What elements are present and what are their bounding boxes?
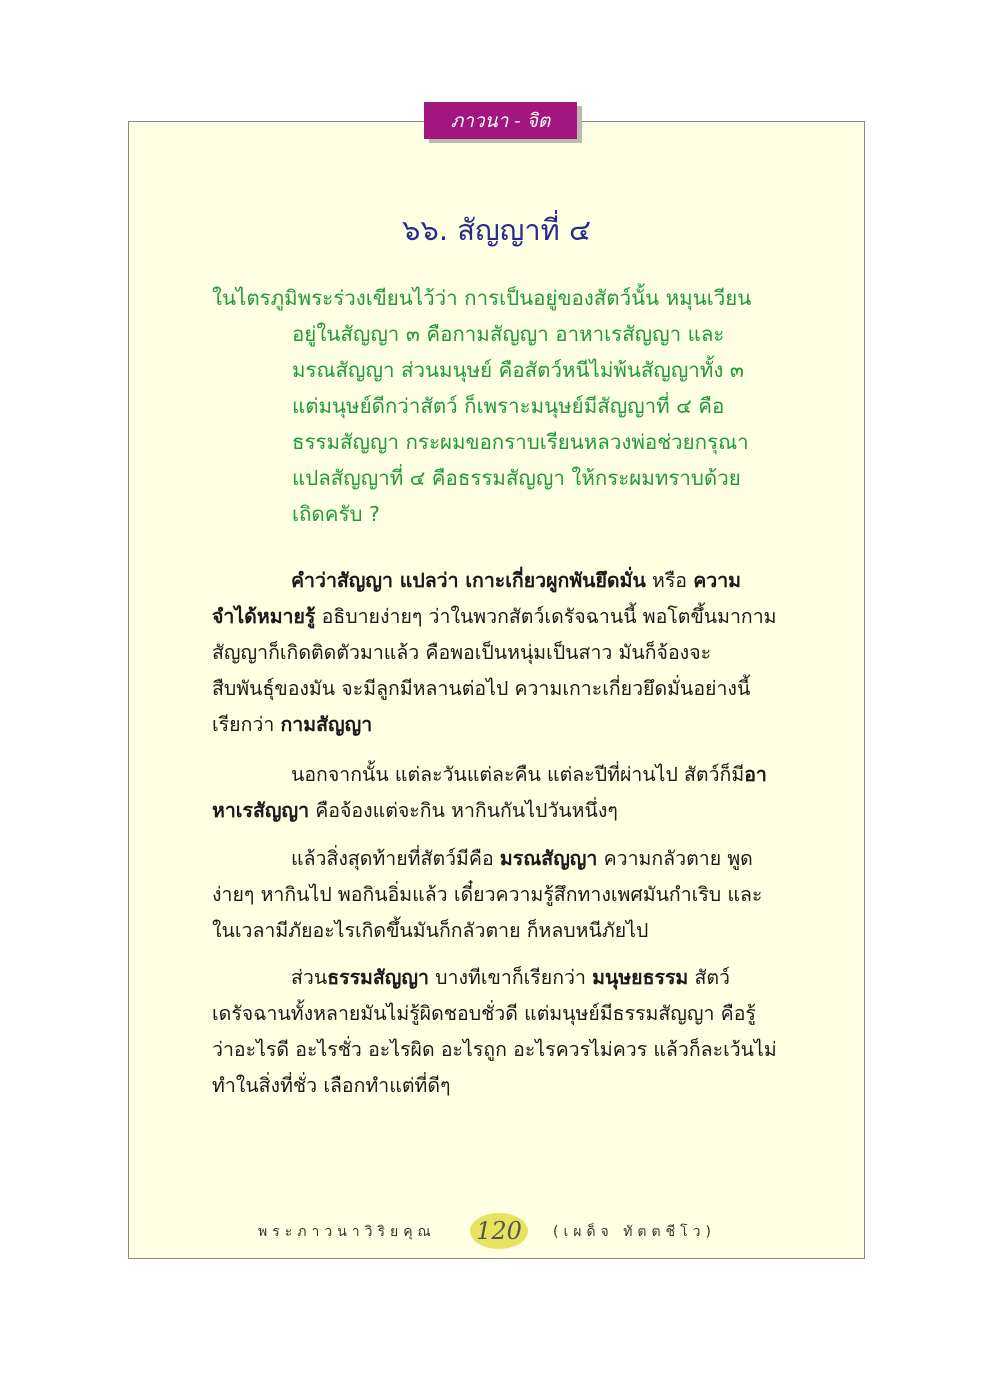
- paragraph-line: ในเวลามีภัยอะไรเกิดขึ้นมันก็กลัวตาย ก็หลบหนีภัยไป: [212, 919, 649, 942]
- text-span: คือจ้องแต่จะกิน หากินกันไปวันหนึ่งๆ: [309, 799, 618, 822]
- paragraph-line: สืบพันธุ์ของมัน จะมีลูกมีหลานต่อไป ความเกาะเกี่ยวยึดมั่นอย่างนี้: [212, 677, 751, 700]
- paragraph-line: [291, 563, 741, 599]
- text-span: หรือ: [645, 569, 694, 592]
- question-line: มรณสัญญา ส่วนมนุษย์ คือสัตว์หนีไม่พ้นสัญญาทั้ง ๓: [292, 358, 744, 382]
- text-span: อธิบายง่ายๆ ว่าในพวกสัตว์เดรัจฉานนี้ พอโตขึ้นมากาม: [315, 605, 777, 628]
- paragraph-line: [291, 757, 767, 793]
- question-line: ในไตรภูมิพระร่วงเขียนไว้ว่า การเป็นอยู่ของสัตว์นั้น หมุนเวียน: [212, 286, 752, 310]
- paragraph-line: สัญญาก็เกิดติดตัวมาแล้ว คือพอเป็นหนุ่มเป็นสาว มันก็จ้องจะ: [212, 641, 712, 664]
- text-span: ส่วน: [291, 966, 328, 989]
- question-line: อยู่ในสัญญา ๓ คือกามสัญญา อาหาเรสัญญา และ: [292, 322, 725, 346]
- bold-term: จำได้หมายรู้: [212, 605, 316, 628]
- paragraph-line: [212, 793, 618, 829]
- paragraph-line: ง่ายๆ หากินไป พอกินอิ่มแล้ว เดี๋ยวความรู้สึกทางเพศมันกำเริบ และ: [212, 883, 763, 906]
- footer-author: (เผด็จ ทัตตชีโว): [553, 1224, 716, 1240]
- paragraph-line: [291, 841, 753, 877]
- section-tab: ภาวนา - จิต: [424, 102, 577, 139]
- text-span: ความกลัวตาย พูด: [597, 847, 753, 870]
- question-line: แต่มนุษย์ดีกว่าสัตว์ ก็เพราะมนุษย์มีสัญญาที่ ๔ คือ: [292, 394, 725, 418]
- bold-term: มรณสัญญา: [499, 847, 598, 870]
- bold-term: คำว่าสัญญา แปลว่า เกาะเกี่ยวผูกพันยึดมั่น: [291, 569, 646, 592]
- text-span: แล้วสิ่งสุดท้ายที่สัตว์มีคือ: [291, 847, 500, 870]
- bold-term: หาเรสัญญา: [212, 799, 310, 822]
- bold-term: อา: [744, 763, 767, 786]
- bold-term: กามสัญญา: [280, 713, 373, 736]
- paragraph-line: [212, 707, 372, 743]
- question-line: แปลสัญญาที่ ๔ คือธรรมสัญญา ให้กระผมทราบด้วย: [292, 466, 741, 490]
- text-span: สัตว์: [688, 966, 730, 989]
- paragraph-line: ทำในสิ่งที่ชั่ว เลือกทำแต่ที่ดีๆ: [212, 1074, 451, 1097]
- footer-book-title: พระภาวนาวิริยคุณ: [258, 1224, 436, 1240]
- text-span: นอกจากนั้น แต่ละวันแต่ละคืน แต่ละปีที่ผ่านไป สัตว์ก็มี: [291, 763, 745, 786]
- paragraph-line: [291, 960, 730, 996]
- question-line: ธรรมสัญญา กระผมขอกราบเรียนหลวงพ่อช่วยกรุณา: [292, 430, 749, 454]
- paragraph-line: [212, 599, 777, 635]
- chapter-title: ๖๖. สัญญาที่ ๔: [402, 213, 591, 247]
- paragraph-line: เดรัจฉานทั้งหลายมันไม่รู้ผิดชอบชั่วดี แต่มนุษย์มีธรรมสัญญา คือรู้: [212, 1002, 756, 1025]
- text-span: เรียกว่า: [212, 713, 281, 736]
- bold-term: มนุษยธรรม: [592, 966, 689, 989]
- bold-term: ธรรมสัญญา: [327, 966, 429, 989]
- bold-term: ความ: [693, 569, 742, 592]
- text-span: บางทีเขาก็เรียกว่า: [428, 966, 593, 989]
- page-number-badge: 120: [470, 1213, 528, 1249]
- paragraph-line: ว่าอะไรดี อะไรชั่ว อะไรผิด อะไรถูก อะไรควรไม่ควร แล้วก็ละเว้นไม่: [212, 1038, 777, 1061]
- question-line: เถิดครับ ?: [292, 502, 380, 526]
